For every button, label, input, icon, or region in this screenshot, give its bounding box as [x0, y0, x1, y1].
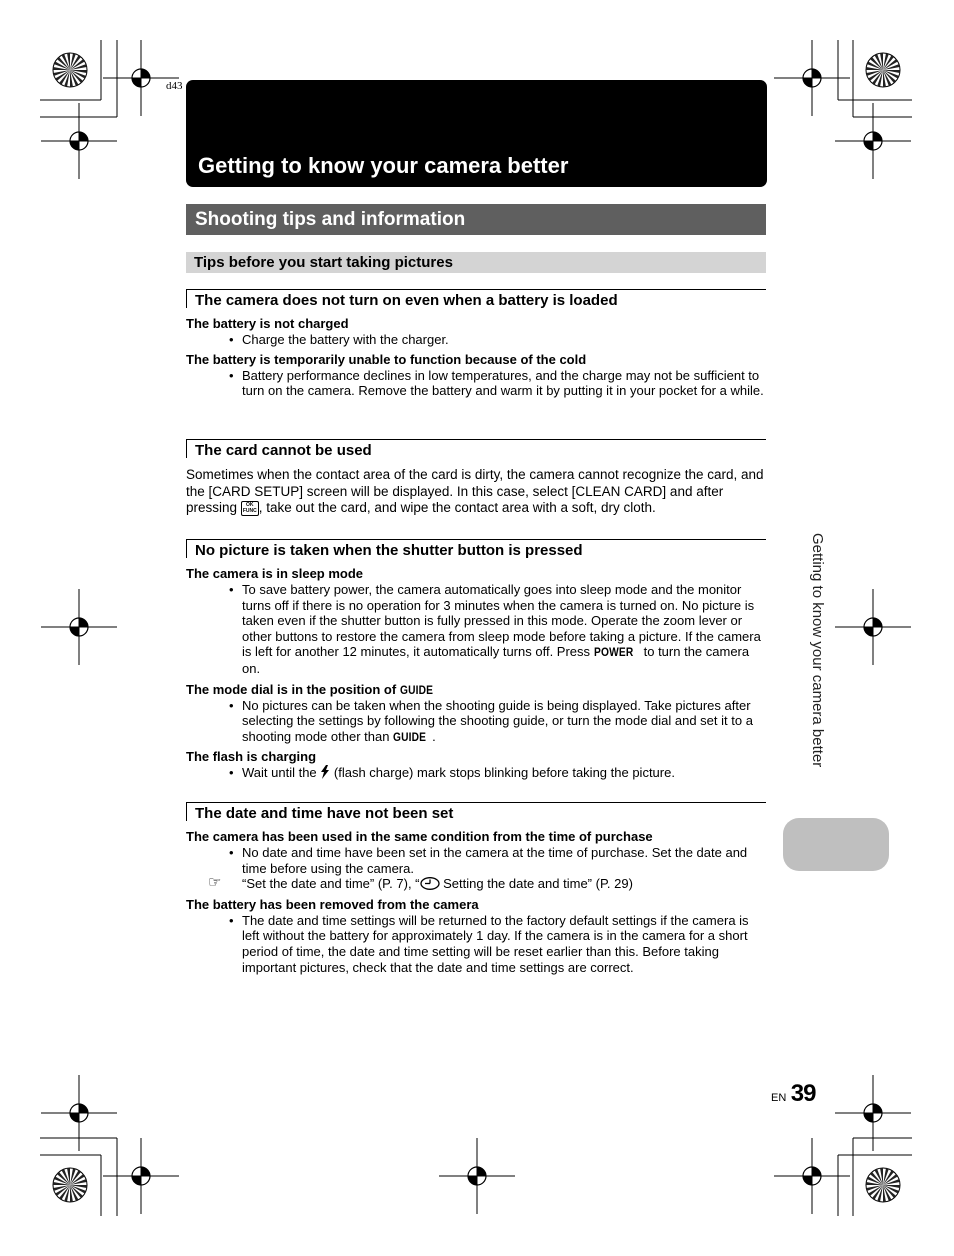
- cause-heading: The battery is not charged: [186, 316, 349, 331]
- power-button-label: POWER: [593, 645, 634, 660]
- page-number-value: 39: [790, 1080, 816, 1107]
- chapter-title: Getting to know your camera better: [198, 153, 569, 178]
- topic-date: [186, 802, 766, 975]
- starburst-target: [53, 1168, 87, 1202]
- ok-func-button-icon: OK FUNC: [241, 501, 259, 516]
- cause-heading: The battery is temporarily unable to function because of the cold: [186, 351, 587, 367]
- topic-heading: [186, 289, 766, 308]
- starburst-target: [866, 1168, 900, 1202]
- topic-title: The camera does not turn on even when a battery is loaded: [195, 292, 618, 309]
- bullet-item: • Battery performance declines in low temperatures, and the charge may not be sufficient to turn on the camera. Remove the battery and warm it by putting it in your pocket for a while.: [229, 367, 764, 399]
- bullet-item: • Wait until the (flash charge) mark stops blinking before taking the picture.: [229, 765, 675, 781]
- starburst-target: [53, 53, 87, 87]
- topic-title: The card cannot be used: [195, 442, 372, 459]
- topic-battery: [186, 289, 766, 399]
- page-language: EN: [771, 1092, 787, 1104]
- flash-charge-icon: [320, 765, 330, 779]
- cause-heading: The mode dial is in the position of GUIDE: [186, 681, 433, 697]
- section-title: Shooting tips and information: [195, 209, 466, 230]
- bullet-item: • Charge the battery with the charger.: [229, 332, 449, 347]
- bullet-item: • No pictures can be taken when the shooting guide is being displayed. Take pictures after selecting the settings by following the shooting guide, or turn the mode dial and set it to a shooting mode other than GUIDE .: [229, 697, 753, 744]
- topic-heading: [186, 539, 766, 558]
- setup-clock-icon: [420, 877, 440, 890]
- bullet-item: • No date and time have been set in the camera at the time of purchase. Set the date and time before using the camera.: [229, 845, 748, 876]
- starburst-target: [866, 53, 900, 87]
- subsection-header: [186, 252, 766, 273]
- chapter-tab: [783, 818, 889, 871]
- topic-card: [186, 439, 766, 517]
- chapter-banner: [186, 80, 767, 187]
- bullet-item: • To save battery power, the camera automatically goes into sleep mode and the monitor turns off if there is no operation for 3 minutes when the camera is turned on. No picture is taken even if the shutter button is fully pressed in this mode. Operate the zoom lever or other buttons to restore the camera from sleep mode before taking a picture. If the camera is left for another 12 minutes, it automatically turns off. Press POWER to turn the camera on.: [229, 582, 761, 676]
- subsection-title: Tips before you start taking pictures: [194, 254, 453, 271]
- topic-shutter: [186, 539, 766, 781]
- cause-heading: The flash is charging: [186, 749, 317, 765]
- pointing-hand-icon: ☞: [208, 874, 222, 892]
- guide-mode-label: GUIDE: [393, 729, 427, 744]
- cause-heading: The battery has been removed from the camera: [186, 896, 479, 912]
- paragraph: Sometimes when the contact area of the card is dirty, the camera cannot recognize the card, and the [CARD SETUP] screen will be displayed. In this case, select [CLEAN CARD] and after pressing OK FUNC , take out the card, and wipe the contact area with a soft, dry cloth.: [186, 467, 764, 516]
- topic-title: No picture is taken when the shutter button is pressed: [195, 542, 583, 559]
- reference-item: ☞ “Set the date and time” (P. 7), “ Setting the date and time” (P. 29): [208, 874, 633, 892]
- guide-mode-label: GUIDE: [399, 682, 433, 697]
- file-id: d43: [166, 80, 183, 92]
- chapter-sidebar-label: Getting to know your camera better: [809, 533, 826, 768]
- topic-title: The date and time have not been set: [195, 805, 454, 822]
- page-number: [771, 1080, 815, 1108]
- section-header: [186, 204, 766, 235]
- cause-heading: The camera has been used in the same condition from the time of purchase: [186, 829, 653, 844]
- cause-heading: The camera is in sleep mode: [186, 566, 364, 581]
- topic-heading: [186, 802, 766, 821]
- bullet-item: • The date and time settings will be returned to the factory default settings if the camera is left without the battery for approximately 1 day. If the camera is in the camera for a short period of time, the date and time setting will be reset earlier than this. Before taking important pictures, check that the date and time settings are correct.: [229, 912, 749, 975]
- topic-heading: [186, 439, 766, 458]
